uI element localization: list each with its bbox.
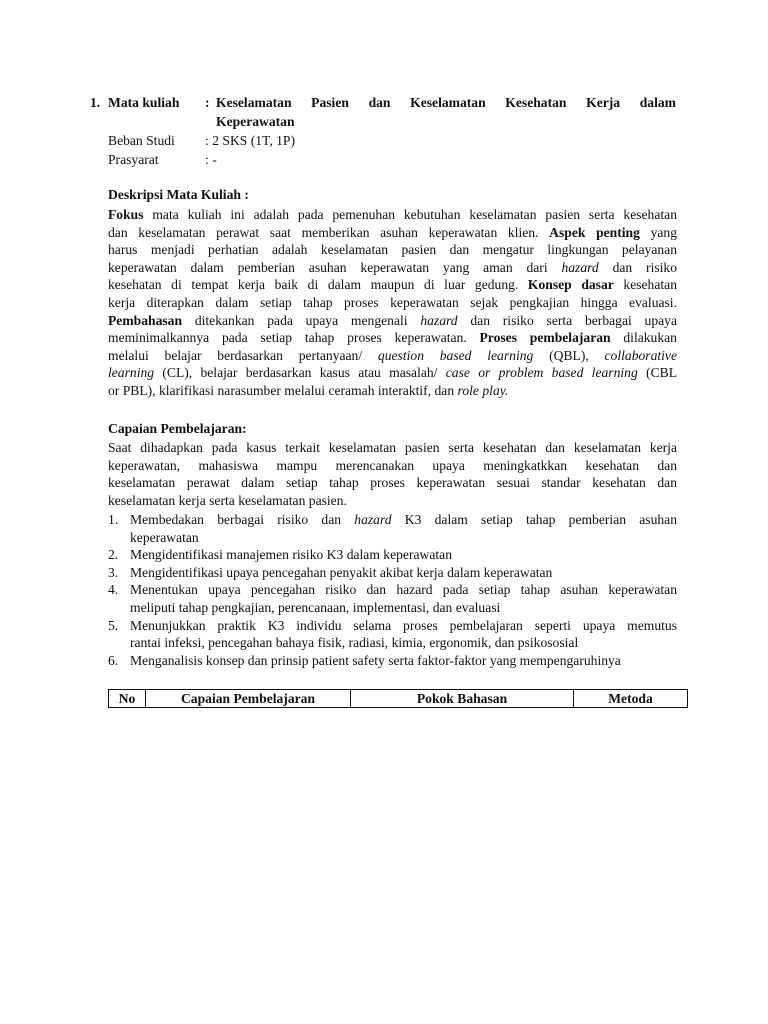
table-header-capaian: Capaian Pembelajaran (146, 690, 351, 708)
text-run: Mengidentifikasi manajemen risiko K3 dalam keperawatan (130, 547, 452, 563)
italic-text: hazard (354, 512, 392, 527)
course-title-line1: Keselamatan Pasien dan Keselamatan Kesehatan Kerja dalam (216, 95, 676, 110)
item-number: 1. (90, 95, 101, 110)
list-item (108, 564, 677, 582)
list-item-number: 4. (108, 582, 119, 598)
list-item (108, 617, 677, 652)
list-item (108, 581, 677, 616)
text-run: dan risiko serta berbagai upaya (457, 312, 678, 328)
list-item-number: 3. (108, 564, 119, 580)
list-item-number: 5. (108, 617, 119, 633)
text-line: Saat dihadapkan pada kasus terkait keselamatan pasien serta kesehatan dan keselamatan kerja (108, 440, 677, 455)
beban-studi-value-row (205, 133, 295, 149)
list-item-text (130, 652, 677, 670)
italic-text: role play. (457, 382, 509, 398)
text-line (130, 511, 677, 529)
text-line (108, 382, 677, 400)
prasyarat-value: - (212, 152, 217, 167)
text-line (130, 529, 677, 547)
text-line (108, 206, 677, 224)
beban-studi-label: Beban Studi (108, 133, 175, 148)
text-run: kesehatan di tempat kerja baik di dalam maupun di luar gedung. (108, 277, 528, 293)
text-run: (CL), belajar berdasarkan kasus atau masalah/ (154, 365, 446, 381)
capaian-list (108, 511, 677, 669)
text-line: keperawatan, mahasiswa mampu merencanakan upaya meningkatkkan kesehatan dan (108, 457, 677, 473)
beban-colon: : (205, 133, 209, 148)
text-line (130, 581, 677, 599)
list-item (108, 652, 677, 670)
table-header-row (109, 690, 688, 708)
list-item (108, 546, 677, 564)
text-run: meminimalkannya pada setiap tahap proses keperawatan. (108, 330, 480, 346)
text-run: Menganalisis konsep dan prinsip patient safety serta faktor-faktor yang mempengaruhinya (130, 652, 621, 668)
text-line (130, 634, 677, 652)
text-line (108, 259, 677, 277)
text-line (108, 294, 677, 312)
list-item-text (130, 581, 677, 616)
bold-text: Proses pembelajaran (479, 330, 611, 346)
italic-text: hazard (420, 312, 458, 328)
beban-studi-value: 2 SKS (1T, 1P) (212, 133, 296, 148)
bold-text: Konsep dasar (527, 277, 614, 293)
italic-text: hazard (561, 259, 599, 275)
text-run: Menunjukkan praktik K3 individu selama proses pembelajaran seperti upaya memutus (130, 617, 677, 633)
list-item-text (130, 511, 677, 546)
bold-text: Fokus (108, 207, 144, 222)
text-run: melalui belajar berdasarkan pertanyaan/ (108, 347, 378, 363)
text-line: keselamatan kerja serta keselamatan pasien. (108, 492, 347, 508)
text-line (130, 564, 677, 582)
text-run: Mengidentifikasi upaya pencegahan penyakit akibat kerja dalam keperawatan (130, 564, 553, 580)
text-line (130, 617, 677, 635)
prasyarat-colon: : (205, 152, 209, 167)
text-line (108, 329, 677, 347)
capaian-heading: Capaian Pembelajaran: (108, 421, 247, 436)
list-item-number: 1. (108, 512, 119, 527)
text-run: (CBL (637, 365, 678, 381)
list-item-text (130, 564, 677, 582)
list-item-number: 6. (108, 652, 119, 668)
italic-text: case or problem based learning (445, 365, 638, 381)
text-run: Menentukan upaya pencegahan risiko dan hazard pada setiap tahap asuhan keperawatan (130, 582, 677, 598)
list-item (108, 511, 677, 546)
course-title-line2: Keperawatan (216, 114, 295, 129)
list-item-number: 2. (108, 547, 119, 563)
table-header-no: No (109, 690, 146, 708)
text-line: keselamatan perawat dalam setiap tahap proses keperawatan sesuai standar kesehatan dan (108, 475, 677, 491)
text-run: harus menjadi perhatian adalah keselamatan pasien dan mengatur lingkungan pelayanan (108, 242, 677, 258)
text-run: rantai infeksi, pencegahan bahaya fisik, radiasi, kimia, ergonomik, dan psikososial (130, 635, 579, 651)
text-run: K3 dalam setiap tahap pemberian asuhan (391, 512, 677, 527)
italic-text: question based learning (377, 347, 534, 363)
italic-text: learning (108, 365, 155, 381)
text-run: mata kuliah ini adalah pada pemenuhan kebutuhan keselamatan pasien serta kesehatan (143, 207, 677, 222)
prasyarat-label: Prasyarat (108, 152, 159, 167)
text-line (130, 546, 677, 564)
text-line (108, 364, 677, 382)
italic-text: collaborative (604, 347, 677, 363)
bold-text: Aspek penting (549, 224, 640, 240)
list-item-text (130, 617, 677, 652)
prasyarat-value-row (205, 152, 217, 168)
text-line (108, 241, 677, 259)
text-run: keperawatan (130, 529, 199, 545)
text-run: dilakukan (610, 330, 677, 346)
deskripsi-paragraph (108, 206, 677, 400)
capaian-table (108, 689, 688, 708)
capaian-intro-paragraph (108, 439, 677, 509)
text-run: meliputi tahap pengkajian, perencanaan, implementasi, dan evaluasi (130, 599, 501, 615)
text-line (108, 224, 677, 242)
text-line (108, 347, 677, 365)
text-run: keperawatan dalam pemberian asuhan keperawatan yang aman dari (108, 259, 562, 275)
table-header-pokok-bahasan: Pokok Bahasan (351, 690, 574, 708)
bold-text: Pembahasan (108, 312, 183, 328)
list-item-text (130, 546, 677, 564)
text-run: dan risiko (598, 259, 678, 275)
text-line (130, 599, 677, 617)
text-run: or PBL), klarifikasi narasumber melalui ceramah interaktif, dan (108, 382, 458, 398)
text-run: kerja diterapkan dalam setiap tahap proses keperawatan sejak pengkajian hingga evaluasi. (108, 294, 677, 310)
table-header-metoda: Metoda (574, 690, 688, 708)
text-line (108, 312, 677, 330)
text-run: ditekankan pada upaya mengenali (182, 312, 421, 328)
text-line (130, 652, 677, 670)
text-line (108, 276, 677, 294)
text-run: Membedakan berbagai risiko dan (130, 512, 355, 527)
text-run: (QBL), (533, 347, 605, 363)
deskripsi-heading: Deskripsi Mata Kuliah : (108, 187, 249, 202)
text-run: dan keselamatan perawat saat memberikan asuhan keperawatan klien. (108, 224, 550, 240)
course-label: Mata kuliah (108, 95, 180, 110)
course-colon: : (205, 95, 210, 110)
text-run: kesehatan (613, 277, 677, 293)
text-run: yang (639, 224, 677, 240)
